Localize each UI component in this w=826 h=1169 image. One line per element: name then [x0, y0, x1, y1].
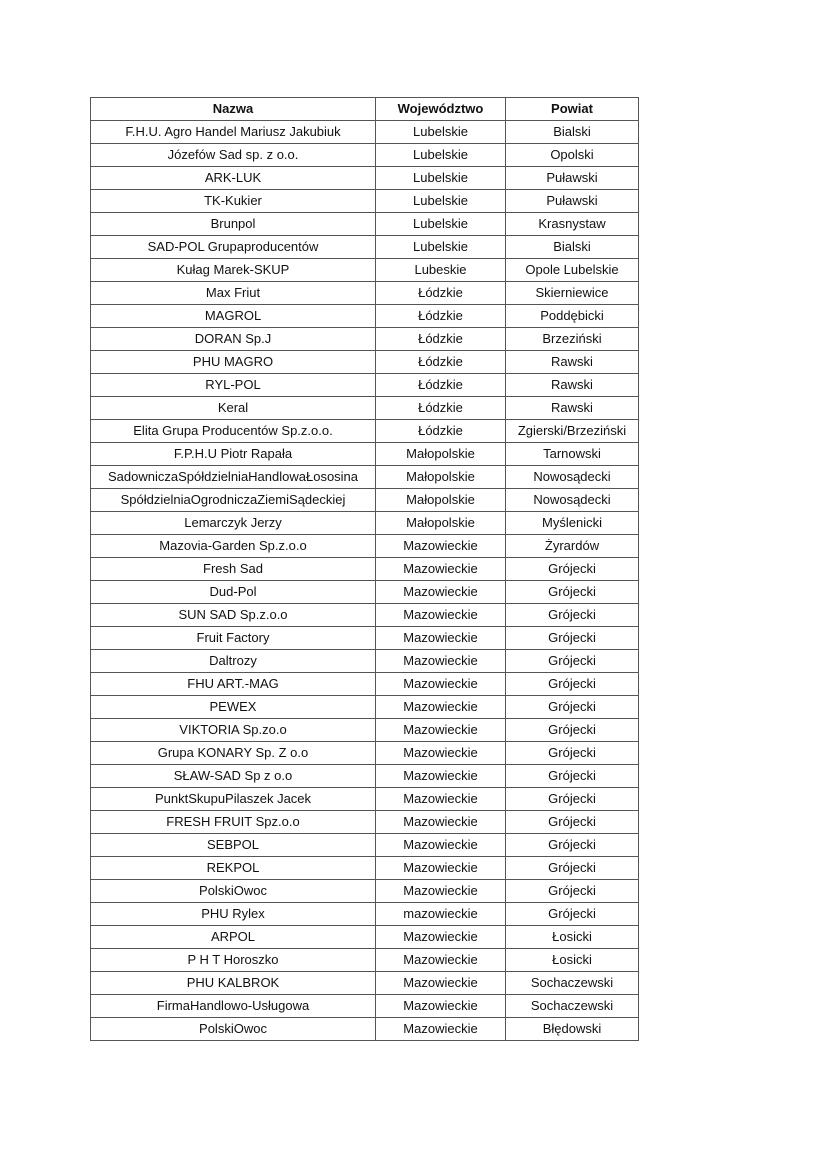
cell-wojewodztwo: Mazowieckie [376, 811, 506, 834]
cell-wojewodztwo: Lubelskie [376, 121, 506, 144]
cell-powiat: Grójecki [506, 903, 639, 926]
cell-powiat: Puławski [506, 190, 639, 213]
cell-powiat: Nowosądecki [506, 489, 639, 512]
producers-table [90, 97, 639, 1041]
cell-nazwa: Fruit Factory [91, 627, 376, 650]
table-row [91, 742, 639, 765]
cell-powiat: Grójecki [506, 581, 639, 604]
cell-powiat: Grójecki [506, 765, 639, 788]
cell-wojewodztwo: Małopolskie [376, 466, 506, 489]
cell-powiat: Nowosądecki [506, 466, 639, 489]
cell-nazwa: Keral [91, 397, 376, 420]
cell-powiat: Grójecki [506, 788, 639, 811]
cell-nazwa: SEBPOL [91, 834, 376, 857]
column-header-nazwa: Nazwa [91, 98, 376, 121]
table-row [91, 788, 639, 811]
table-row [91, 558, 639, 581]
cell-wojewodztwo: Mazowieckie [376, 949, 506, 972]
cell-wojewodztwo: Mazowieckie [376, 765, 506, 788]
cell-nazwa: FHU ART.-MAG [91, 673, 376, 696]
cell-nazwa: Grupa KONARY Sp. Z o.o [91, 742, 376, 765]
cell-nazwa: SAD-POL Grupaproducentów [91, 236, 376, 259]
cell-powiat: Krasnystaw [506, 213, 639, 236]
cell-wojewodztwo: Mazowieckie [376, 673, 506, 696]
table-header-row [91, 98, 639, 121]
table-row [91, 604, 639, 627]
cell-powiat: Grójecki [506, 742, 639, 765]
cell-nazwa: Elita Grupa Producentów Sp.z.o.o. [91, 420, 376, 443]
table-row [91, 190, 639, 213]
cell-powiat: Błędowski [506, 1018, 639, 1041]
cell-wojewodztwo: Lubelskie [376, 144, 506, 167]
cell-powiat: Opole Lubelskie [506, 259, 639, 282]
cell-powiat: Puławski [506, 167, 639, 190]
cell-nazwa: P H T Horoszko [91, 949, 376, 972]
cell-nazwa: F.P.H.U Piotr Rapała [91, 443, 376, 466]
table-row [91, 236, 639, 259]
cell-nazwa: ARK-LUK [91, 167, 376, 190]
cell-nazwa: Lemarczyk Jerzy [91, 512, 376, 535]
cell-wojewodztwo: Małopolskie [376, 512, 506, 535]
cell-nazwa: SadowniczaSpółdzielniaHandlowaŁososina [91, 466, 376, 489]
table-row [91, 144, 639, 167]
cell-wojewodztwo: Łódzkie [376, 351, 506, 374]
cell-powiat: Grójecki [506, 719, 639, 742]
cell-nazwa: MAGROL [91, 305, 376, 328]
table-row [91, 512, 639, 535]
cell-wojewodztwo: Mazowieckie [376, 880, 506, 903]
table-row [91, 765, 639, 788]
cell-wojewodztwo: Mazowieckie [376, 972, 506, 995]
cell-wojewodztwo: Mazowieckie [376, 926, 506, 949]
table-row [91, 305, 639, 328]
cell-wojewodztwo: Łódzkie [376, 328, 506, 351]
cell-wojewodztwo: Mazowieckie [376, 627, 506, 650]
cell-nazwa: Max Friut [91, 282, 376, 305]
cell-powiat: Łosicki [506, 949, 639, 972]
cell-wojewodztwo: Mazowieckie [376, 995, 506, 1018]
table-row [91, 535, 639, 558]
table-row [91, 351, 639, 374]
cell-nazwa: Józefów Sad sp. z o.o. [91, 144, 376, 167]
table-row [91, 1018, 639, 1041]
cell-nazwa: Mazovia-Garden Sp.z.o.o [91, 535, 376, 558]
table-row [91, 466, 639, 489]
cell-powiat: Poddębicki [506, 305, 639, 328]
cell-powiat: Żyrardów [506, 535, 639, 558]
cell-wojewodztwo: Łódzkie [376, 420, 506, 443]
cell-wojewodztwo: Małopolskie [376, 489, 506, 512]
cell-powiat: Łosicki [506, 926, 639, 949]
cell-wojewodztwo: Łódzkie [376, 282, 506, 305]
column-header-powiat: Powiat [506, 98, 639, 121]
cell-powiat: Brzeziński [506, 328, 639, 351]
table-row [91, 880, 639, 903]
table-row [91, 489, 639, 512]
cell-wojewodztwo: Mazowieckie [376, 834, 506, 857]
cell-powiat: Sochaczewski [506, 972, 639, 995]
table-row [91, 857, 639, 880]
cell-nazwa: RYL-POL [91, 374, 376, 397]
cell-nazwa: Brunpol [91, 213, 376, 236]
cell-wojewodztwo: Mazowieckie [376, 719, 506, 742]
cell-nazwa: FirmaHandlowo-Usługowa [91, 995, 376, 1018]
table-row [91, 167, 639, 190]
cell-nazwa: Kułag Marek-SKUP [91, 259, 376, 282]
cell-wojewodztwo: Mazowieckie [376, 558, 506, 581]
cell-nazwa: PHU KALBROK [91, 972, 376, 995]
cell-wojewodztwo: Małopolskie [376, 443, 506, 466]
table-row [91, 121, 639, 144]
cell-powiat: Opolski [506, 144, 639, 167]
cell-nazwa: Daltrozy [91, 650, 376, 673]
cell-wojewodztwo: Łódzkie [376, 305, 506, 328]
table-row [91, 650, 639, 673]
cell-powiat: Grójecki [506, 834, 639, 857]
table-body [91, 121, 639, 1041]
cell-nazwa: F.H.U. Agro Handel Mariusz Jakubiuk [91, 121, 376, 144]
table-row [91, 328, 639, 351]
cell-wojewodztwo: Lubelskie [376, 213, 506, 236]
cell-powiat: Skierniewice [506, 282, 639, 305]
cell-powiat: Grójecki [506, 880, 639, 903]
table-row [91, 581, 639, 604]
cell-powiat: Zgierski/Brzeziński [506, 420, 639, 443]
cell-nazwa: SpółdzielniaOgrodniczaZiemiSądeckiej [91, 489, 376, 512]
cell-nazwa: PolskiOwoc [91, 880, 376, 903]
table-row [91, 949, 639, 972]
cell-powiat: Sochaczewski [506, 995, 639, 1018]
cell-nazwa: TK-Kukier [91, 190, 376, 213]
cell-wojewodztwo: Mazowieckie [376, 535, 506, 558]
cell-nazwa: ARPOL [91, 926, 376, 949]
table-row [91, 374, 639, 397]
cell-powiat: Grójecki [506, 857, 639, 880]
cell-powiat: Rawski [506, 374, 639, 397]
cell-nazwa: REKPOL [91, 857, 376, 880]
table-row [91, 420, 639, 443]
cell-wojewodztwo: Mazowieckie [376, 581, 506, 604]
cell-powiat: Bialski [506, 236, 639, 259]
cell-powiat: Bialski [506, 121, 639, 144]
cell-wojewodztwo: Lubelskie [376, 236, 506, 259]
cell-wojewodztwo: Lubeskie [376, 259, 506, 282]
cell-nazwa: PHU Rylex [91, 903, 376, 926]
table-row [91, 926, 639, 949]
cell-powiat: Rawski [506, 397, 639, 420]
table-row [91, 673, 639, 696]
table-row [91, 627, 639, 650]
cell-powiat: Grójecki [506, 673, 639, 696]
cell-powiat: Grójecki [506, 650, 639, 673]
cell-wojewodztwo: Lubelskie [376, 167, 506, 190]
document-page [90, 97, 638, 1041]
cell-wojewodztwo: mazowieckie [376, 903, 506, 926]
cell-powiat: Tarnowski [506, 443, 639, 466]
cell-nazwa: Dud-Pol [91, 581, 376, 604]
cell-nazwa: PEWEX [91, 696, 376, 719]
cell-wojewodztwo: Mazowieckie [376, 788, 506, 811]
cell-nazwa: SŁAW-SAD Sp z o.o [91, 765, 376, 788]
cell-wojewodztwo: Łódzkie [376, 374, 506, 397]
table-row [91, 811, 639, 834]
cell-powiat: Myślenicki [506, 512, 639, 535]
cell-wojewodztwo: Łódzkie [376, 397, 506, 420]
table-row [91, 282, 639, 305]
column-header-wojewodztwo: Województwo [376, 98, 506, 121]
cell-nazwa: PHU MAGRO [91, 351, 376, 374]
cell-nazwa: Fresh Sad [91, 558, 376, 581]
cell-nazwa: PolskiOwoc [91, 1018, 376, 1041]
cell-powiat: Grójecki [506, 604, 639, 627]
cell-powiat: Grójecki [506, 811, 639, 834]
table-row [91, 834, 639, 857]
table-row [91, 903, 639, 926]
table-row [91, 259, 639, 282]
cell-powiat: Grójecki [506, 558, 639, 581]
cell-wojewodztwo: Mazowieckie [376, 1018, 506, 1041]
cell-nazwa: SUN SAD Sp.z.o.o [91, 604, 376, 627]
cell-wojewodztwo: Mazowieckie [376, 696, 506, 719]
cell-nazwa: DORAN Sp.J [91, 328, 376, 351]
cell-powiat: Grójecki [506, 627, 639, 650]
table-row [91, 213, 639, 236]
cell-wojewodztwo: Lubelskie [376, 190, 506, 213]
cell-wojewodztwo: Mazowieckie [376, 604, 506, 627]
cell-wojewodztwo: Mazowieckie [376, 857, 506, 880]
table-row [91, 443, 639, 466]
cell-powiat: Grójecki [506, 696, 639, 719]
cell-powiat: Rawski [506, 351, 639, 374]
table-row [91, 719, 639, 742]
table-row [91, 995, 639, 1018]
table-row [91, 397, 639, 420]
cell-wojewodztwo: Mazowieckie [376, 650, 506, 673]
cell-wojewodztwo: Mazowieckie [376, 742, 506, 765]
cell-nazwa: FRESH FRUIT Spz.o.o [91, 811, 376, 834]
cell-nazwa: VIKTORIA Sp.zo.o [91, 719, 376, 742]
cell-nazwa: PunktSkupuPilaszek Jacek [91, 788, 376, 811]
table-row [91, 696, 639, 719]
table-row [91, 972, 639, 995]
